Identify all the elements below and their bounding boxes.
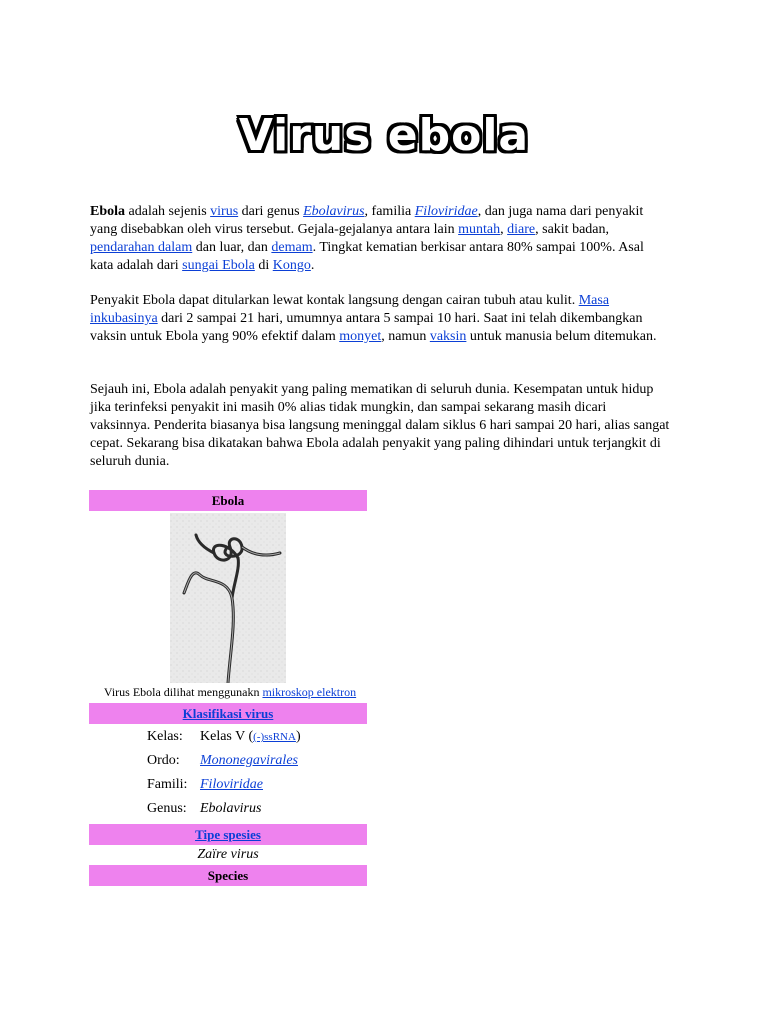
transmission-paragraph [90, 292, 670, 346]
text: , dan juga nama dari penyakit yang disebabkan oleh virus tersebut. Gejala-gejalanya antara lain [90, 204, 644, 237]
link-mononegavirales[interactable]: Mononegavirales [200, 753, 298, 768]
klasifikasi-header [89, 703, 367, 724]
kelas-value: Kelas V ( [200, 729, 254, 744]
lethality-paragraph: Sejauh ini, Ebola adalah penyakit yang paling mematikan di seluruh dunia. Kesempatan untuk hidup jika terinfeksi penyakit ini masih 0% alias tidak mungkin, dan sampai sekarang masih dicari vaksinnya. Penderita biasanya bisa langsung meninggal dalam siklus 6 hari sampai 20 hari, alias sangat cepat. Sekarang bisa dikatakan bahwa Ebola adalah penyakit yang paling dihindari untuk terjangkit di seluruh dunia. [90, 382, 670, 469]
image-caption [85, 685, 375, 699]
row-value [200, 752, 350, 770]
species-header: Species [89, 865, 367, 886]
row-key: Ordo: [147, 753, 180, 768]
row-value [200, 728, 350, 746]
row-key: Genus: [147, 801, 187, 816]
bold-term: Ebola [90, 204, 126, 219]
link-sungai-ebola[interactable]: sungai Ebola [182, 258, 255, 273]
tipe-spesies-header [89, 824, 367, 845]
row-kelas [147, 728, 367, 746]
row-key: Famili: [147, 777, 188, 792]
caption-text: Virus Ebola dilihat menggunakn [103, 685, 263, 699]
text: , familia [364, 204, 415, 219]
page-title: Virus ebola [238, 110, 530, 161]
link-filoviridae-box[interactable]: Filoviridae [200, 777, 263, 792]
link-ebolavirus[interactable]: Ebolavirus [303, 204, 365, 219]
text: . Tingkat kematian berkisar antara 80% sampai 100%. Asal kata adalah dari [90, 240, 644, 273]
classification-rows [89, 728, 367, 818]
text: untuk manusia belum ditemukan. [466, 329, 657, 344]
link-mikroskop-elektron[interactable]: mikroskop elektron [262, 685, 357, 699]
link-diare[interactable]: diare [507, 222, 536, 237]
link-masa-inkubasi[interactable]: Masa inkubasinya [90, 293, 610, 326]
link-demam[interactable]: demam [271, 240, 313, 255]
link-ssrna[interactable]: (-)ssRNA [253, 731, 296, 743]
row-key: Kelas: [147, 729, 183, 744]
text: , sakit badan, [535, 222, 609, 237]
link-tipe-spesies[interactable]: Tipe spesies [195, 827, 261, 842]
link-monyet[interactable]: monyet [339, 329, 382, 344]
text: , namun [381, 329, 430, 344]
row-value: Ebolavirus [200, 801, 262, 816]
row-value [200, 776, 350, 794]
link-pendarahan-dalam[interactable]: pendarahan dalam [90, 240, 193, 255]
tipe-spesies-value: Zaïre virus [197, 847, 259, 862]
text: di [254, 258, 273, 273]
text: dan luar, dan [192, 240, 272, 255]
text: adalah sejenis [125, 204, 211, 219]
text: dari 2 sampai 21 hari, umumnya antara 5 sampai 10 hari. Saat ini telah dikembangkan vaksin untuk Ebola yang 90% efektif dalam [90, 311, 643, 344]
row-famili [147, 776, 367, 794]
virus-image [89, 513, 367, 683]
link-virus[interactable]: virus [210, 204, 239, 219]
text: dari genus [238, 204, 304, 219]
ebola-virus-micrograph-icon [170, 513, 286, 683]
row-ordo [147, 752, 367, 770]
row-genus [147, 800, 367, 818]
link-vaksin[interactable]: vaksin [429, 329, 467, 344]
text: , [500, 222, 508, 237]
text: . [310, 258, 315, 273]
text: Penyakit Ebola dapat ditularkan lewat kontak langsung dengan cairan tubuh atau kulit. [90, 293, 579, 308]
link-kongo[interactable]: Kongo [272, 258, 311, 273]
intro-paragraph [90, 203, 670, 275]
link-muntah[interactable]: muntah [458, 222, 501, 237]
link-klasifikasi-virus[interactable]: Klasifikasi virus [182, 706, 274, 721]
link-filoviridae[interactable]: Filoviridae [414, 204, 478, 219]
infobox-header: Ebola [89, 490, 367, 511]
kelas-tail: ) [295, 729, 301, 744]
infobox [89, 490, 367, 886]
